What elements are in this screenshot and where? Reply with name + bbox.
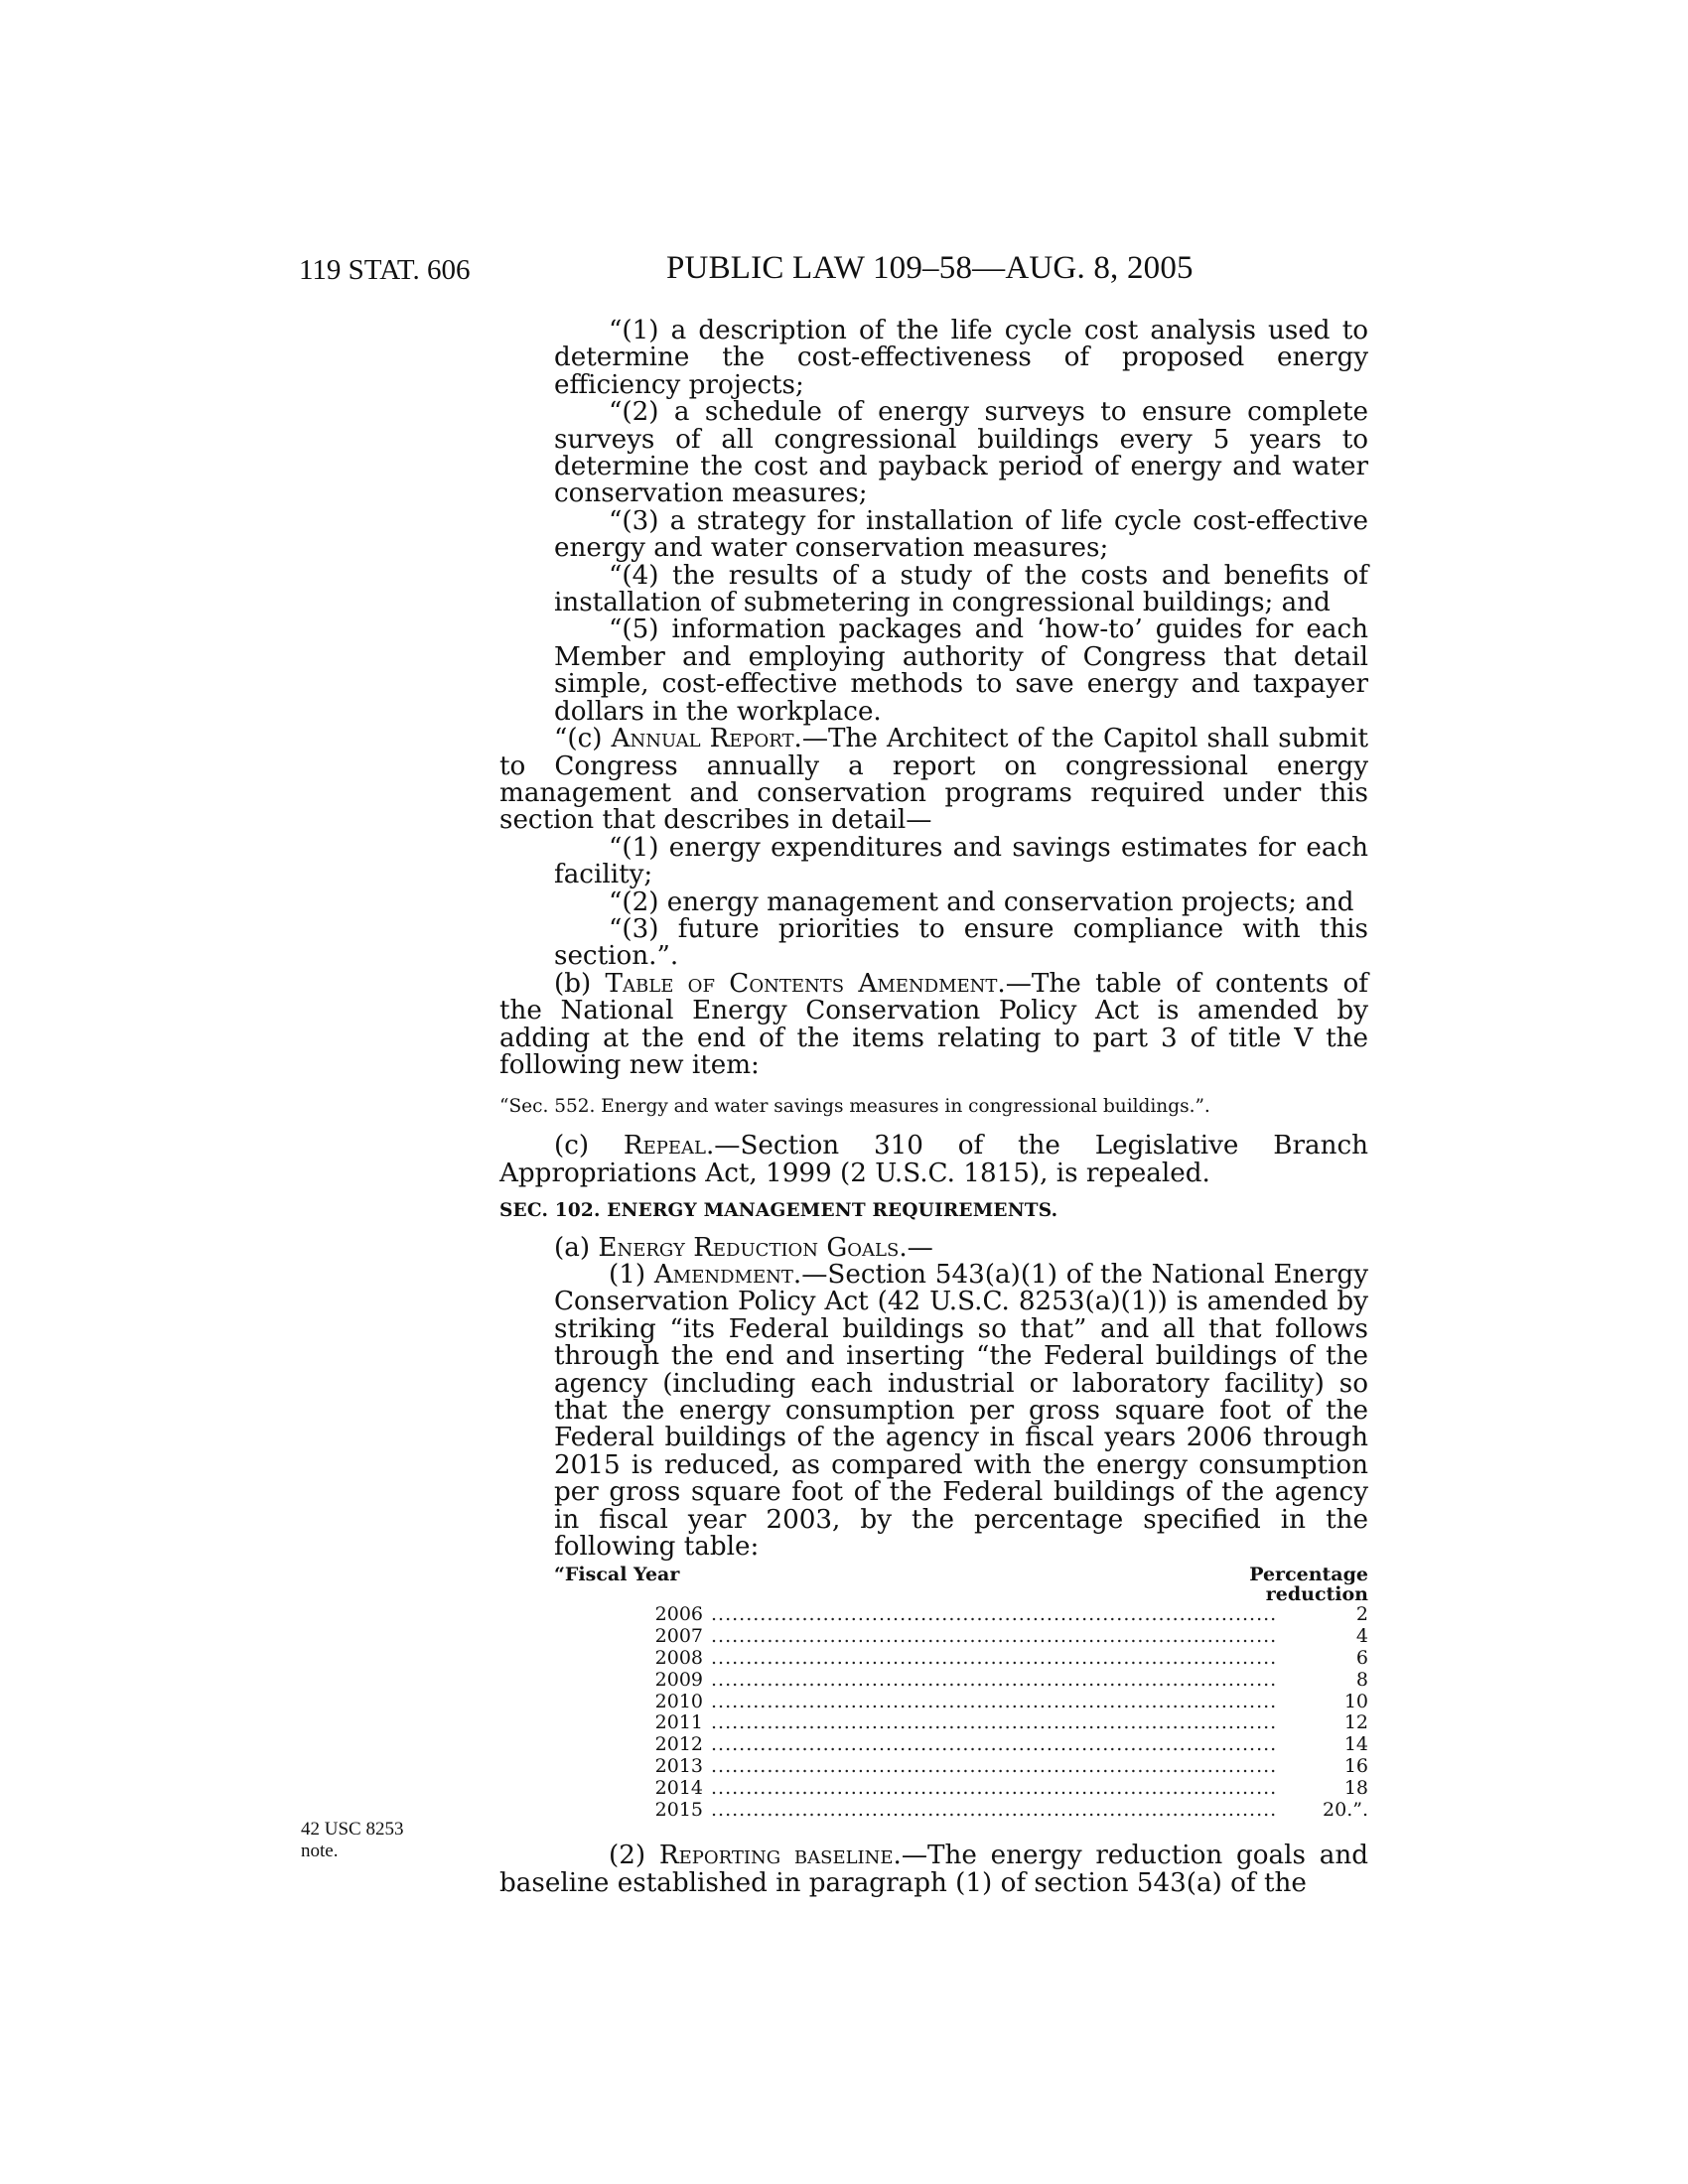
section-heading: SEC. 102. ENERGY MANAGEMENT REQUIREMENTS. [499, 1200, 1058, 1222]
row-value: 14 [1343, 1733, 1368, 1756]
repeal-heading: Repeal [623, 1131, 706, 1161]
report-item-1: “(1) energy expenditures and savings estimates for each facility; [554, 832, 1368, 890]
fiscal-year-column-header: “Fiscal Year [554, 1564, 680, 1586]
row-value: 16 [1343, 1755, 1368, 1778]
annual-report-text: .—The Architect of the Capitol shall submit to Congress annually a report on congressional energy management and conservation programs required under this section that describes in detail— [499, 724, 1368, 836]
toc-amendment-text: .—The table of contents of the National Energy Conservation Policy Act is amended by adding at the end of the items relating to part 3 of title V the following new item: [499, 968, 1368, 1080]
repeal-prefix: (c) [554, 1131, 624, 1161]
goals-text: .— [899, 1232, 933, 1263]
percentage-column-header [1249, 1565, 1368, 1604]
report-item-3: “(3) future priorities to ensure compliance with this section.”. [554, 913, 1368, 972]
plan-item-1: “(1) a description of the life cycle cost analysis used to determine the cost-effectiveness of proposed energy efficiency projects; [554, 316, 1368, 400]
plan-item-2: “(2) a schedule of energy surveys to ensure complete surveys of all congressional buildings every 5 years to determine the cost and payback period of energy and water conservation measures; [554, 397, 1368, 509]
row-year: 2009 [654, 1668, 703, 1691]
row-value: 8 [1355, 1668, 1368, 1691]
plan-item-5: “(5) information packages and ‘how-to’ guides for each Member and employing authority of Congress that detail simple, cost-effective methods to save energy and taxpayer dollars in the workplace. [554, 614, 1368, 727]
table-row [554, 1712, 1368, 1734]
plan-item-3: “(3) a strategy for installation of life cycle cost-effective energy and water conservation measures; [554, 505, 1368, 564]
reduction-table [554, 1565, 1368, 1821]
baseline-paragraph [499, 1843, 1368, 1897]
leader-dots [711, 1670, 1279, 1692]
leader-dots [711, 1756, 1279, 1778]
row-value: 6 [1355, 1647, 1368, 1670]
statute-page-number: 119 STAT. 606 [299, 254, 471, 286]
row-year: 2006 [654, 1603, 703, 1626]
row-value: 20.”. [1323, 1798, 1368, 1821]
baseline-heading: Reporting baseline [658, 1841, 894, 1871]
row-value: 4 [1355, 1625, 1368, 1648]
plan-items [499, 318, 1368, 726]
amendment-heading: Amendment [653, 1260, 793, 1290]
percentage-header-line2: reduction [1265, 1583, 1368, 1606]
leader-dots [711, 1778, 1279, 1800]
leader-dots [711, 1800, 1279, 1822]
annual-report-heading: Annual Report [611, 724, 794, 754]
amendment-paragraph [499, 1262, 1368, 1561]
row-value: 12 [1343, 1711, 1368, 1734]
goals-prefix: (a) [554, 1232, 599, 1263]
toc-amendment-paragraph [499, 968, 1368, 1080]
leader-dots [711, 1712, 1279, 1734]
report-items [499, 832, 1368, 972]
table-header [554, 1565, 1368, 1604]
goals-paragraph [499, 1232, 1368, 1263]
baseline-text: .—The energy reduction goals and baseline established in paragraph (1) of section 543(a) of the [499, 1841, 1369, 1898]
document-body [499, 318, 1368, 1897]
row-value: 10 [1343, 1690, 1368, 1712]
row-year: 2010 [654, 1690, 703, 1712]
leader-dots [711, 1604, 1279, 1626]
annual-report-paragraph [499, 726, 1368, 835]
report-item-2: “(2) energy management and conservation projects; and [609, 887, 1354, 917]
margin-note-line1: 42 USC 8253 [301, 1819, 404, 1840]
leader-dots [711, 1648, 1279, 1670]
row-year: 2015 [654, 1798, 703, 1821]
leader-dots [711, 1692, 1279, 1713]
table-row [554, 1648, 1368, 1670]
running-header: PUBLIC LAW 109–58—AUG. 8, 2005 [666, 250, 1194, 286]
table-row [554, 1626, 1368, 1648]
row-value: 18 [1343, 1776, 1368, 1799]
row-year: 2014 [654, 1776, 703, 1799]
goals-heading: Energy Reduction Goals [598, 1232, 900, 1263]
baseline-prefix: (2) [609, 1841, 659, 1871]
table-row [554, 1756, 1368, 1778]
repeal-text: .—Section 310 of the Legislative Branch Appropriations Act, 1999 (2 U.S.C. 1815), is repealed. [499, 1131, 1368, 1188]
plan-item-4: “(4) the results of a study of the costs and benefits of installation of submetering in congressional buildings; and [554, 560, 1368, 618]
annual-report-prefix: “(c) [554, 724, 612, 754]
row-year: 2013 [654, 1755, 703, 1778]
repeal-paragraph [499, 1133, 1368, 1187]
row-value: 2 [1355, 1603, 1368, 1626]
margin-note [301, 1819, 403, 1862]
toc-amendment-heading: Table of Contents Amendment [605, 968, 998, 999]
toc-amendment-prefix: (b) [554, 968, 606, 999]
row-year: 2012 [654, 1733, 703, 1756]
margin-note-line2: note. [301, 1841, 339, 1861]
table-row [554, 1734, 1368, 1756]
leader-dots [711, 1626, 1279, 1648]
table-row [554, 1800, 1368, 1822]
amendment-prefix: (1) [609, 1260, 654, 1290]
row-year: 2008 [654, 1647, 703, 1670]
percentage-header-line1: Percentage [1249, 1564, 1368, 1586]
amendment-text: .—Section 543(a)(1) of the National Energy Conservation Policy Act (42 U.S.C. 8253(a)(1)) is amended by striking “its Federal buildings so that” and all that follows through the end and inserting “the Federal buildings of the agency (including each industrial or laboratory facility) so that the energy consumption per gross square foot of the Federal buildings of the agency in fiscal years 2006 through 2015 is reduced, as compared with the energy consumption per gross square foot of the Federal buildings of the agency in fiscal year 2003, by the percentage specified in the following table: [554, 1260, 1368, 1563]
row-year: 2007 [654, 1625, 703, 1648]
table-row [554, 1692, 1368, 1713]
table-row [554, 1670, 1368, 1692]
table-row [554, 1778, 1368, 1800]
toc-item: “Sec. 552. Energy and water savings measures in congressional buildings.”. [499, 1096, 1210, 1118]
row-year: 2011 [654, 1711, 703, 1734]
table-row [554, 1604, 1368, 1626]
leader-dots [711, 1734, 1279, 1756]
